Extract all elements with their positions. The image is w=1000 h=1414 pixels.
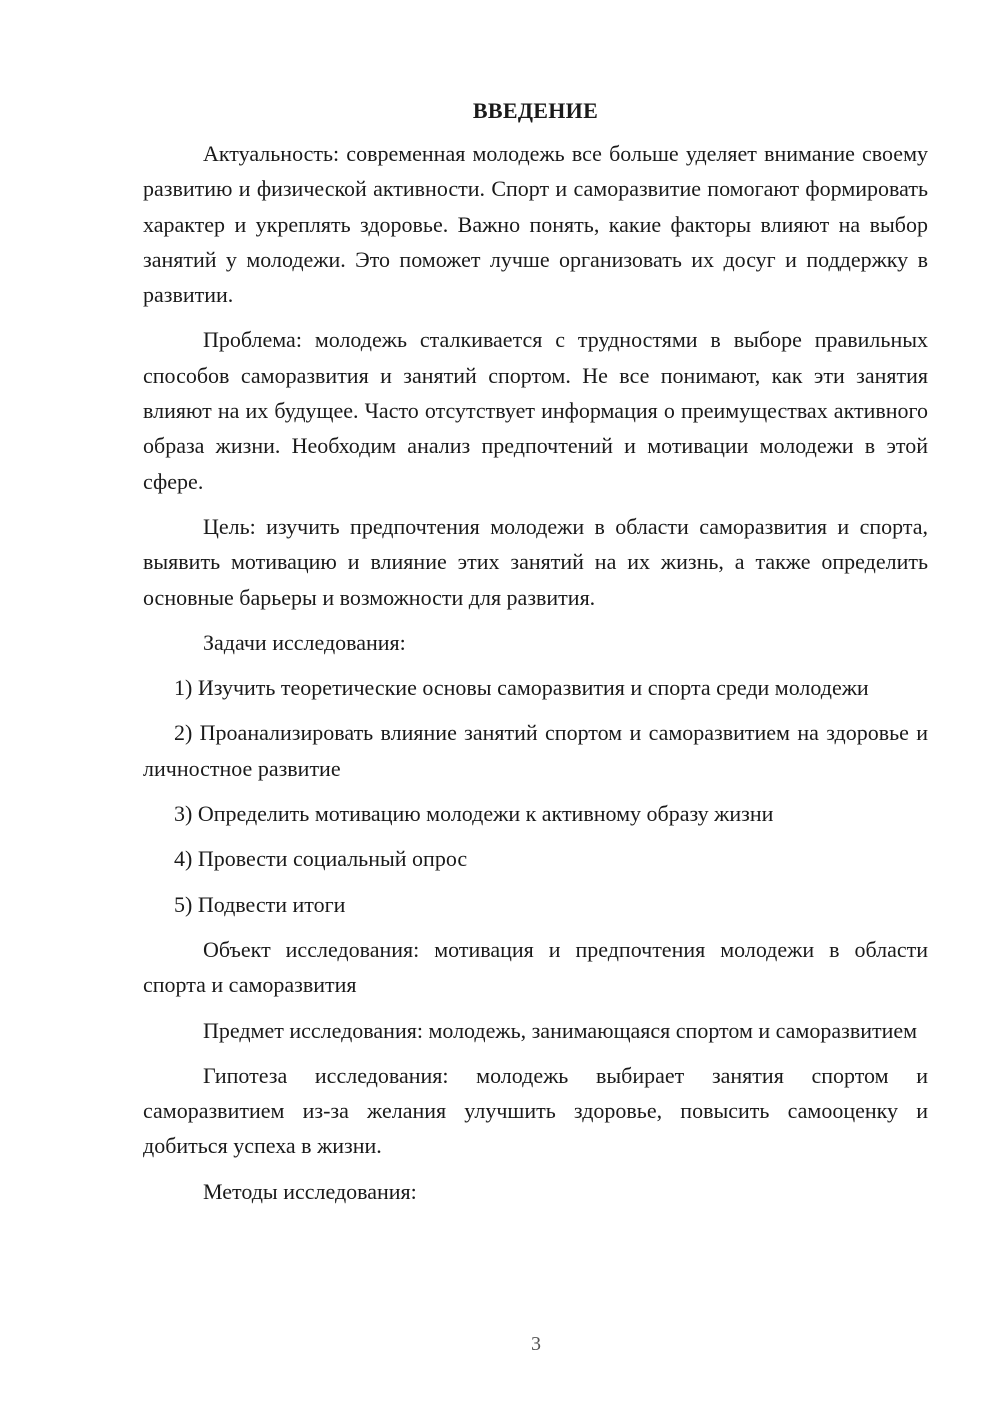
task-item-5: 5) Подвести итоги	[174, 891, 346, 917]
tasks-list	[143, 670, 928, 922]
task-item-4: 4) Провести социальный опрос	[174, 846, 468, 872]
methods-heading: Методы исследования:	[203, 1178, 417, 1204]
hypothesis-paragraph: Гипотеза исследования: молодежь выбирает занятия спортом и саморазвитием из-за желания улучшить здоровье, повысить самооценку и добиться успеха в жизни.	[143, 1062, 928, 1159]
goal-paragraph: Цель: изучить предпочтения молодежи в области саморазвития и спорта, выявить мотивацию и влияние этих занятий на их жизнь, а также определить основные барьеры и возможности для развития.	[143, 513, 928, 610]
task-item-2: 2) Проанализировать влияние занятий спортом и саморазвитием на здоровье и личностное развитие	[143, 720, 928, 781]
page-title: ВВЕДЕНИЕ	[472, 98, 599, 123]
task-item-3: 3) Определить мотивацию молодежи к активному образу жизни	[174, 801, 774, 827]
task-item-1: 1) Изучить теоретические основы саморазвития и спорта среди молодежи	[174, 675, 869, 701]
page-content	[143, 96, 928, 1219]
relevance-paragraph: Актуальность: современная молодежь все больше уделяет внимание своему развитию и физической активности. Спорт и саморазвитие помогают формировать характер и укреплять здоровье. Важно понять, какие факторы влияют на выбор занятий у молодежи. Это поможет лучше организовать их досуг и поддержку в развитии.	[143, 141, 928, 308]
object-paragraph: Объект исследования: мотивация и предпочтения молодежи в области спорта и саморазвития	[143, 936, 928, 998]
page-number: 3	[531, 1333, 541, 1355]
problem-paragraph: Проблема: молодежь сталкивается с трудностями в выборе правильных способов саморазвития и занятий спортом. Не все понимают, как эти занятия влияют на их будущее. Часто отсутствует информация о преимуществах активного образа жизни. Необходим анализ предпочтений и мотивации молодежи в этой сфере.	[143, 327, 928, 494]
subject-paragraph: Предмет исследования: молодежь, занимающаяся спортом и саморазвитием	[203, 1017, 918, 1043]
tasks-heading: Задачи исследования:	[203, 629, 406, 655]
